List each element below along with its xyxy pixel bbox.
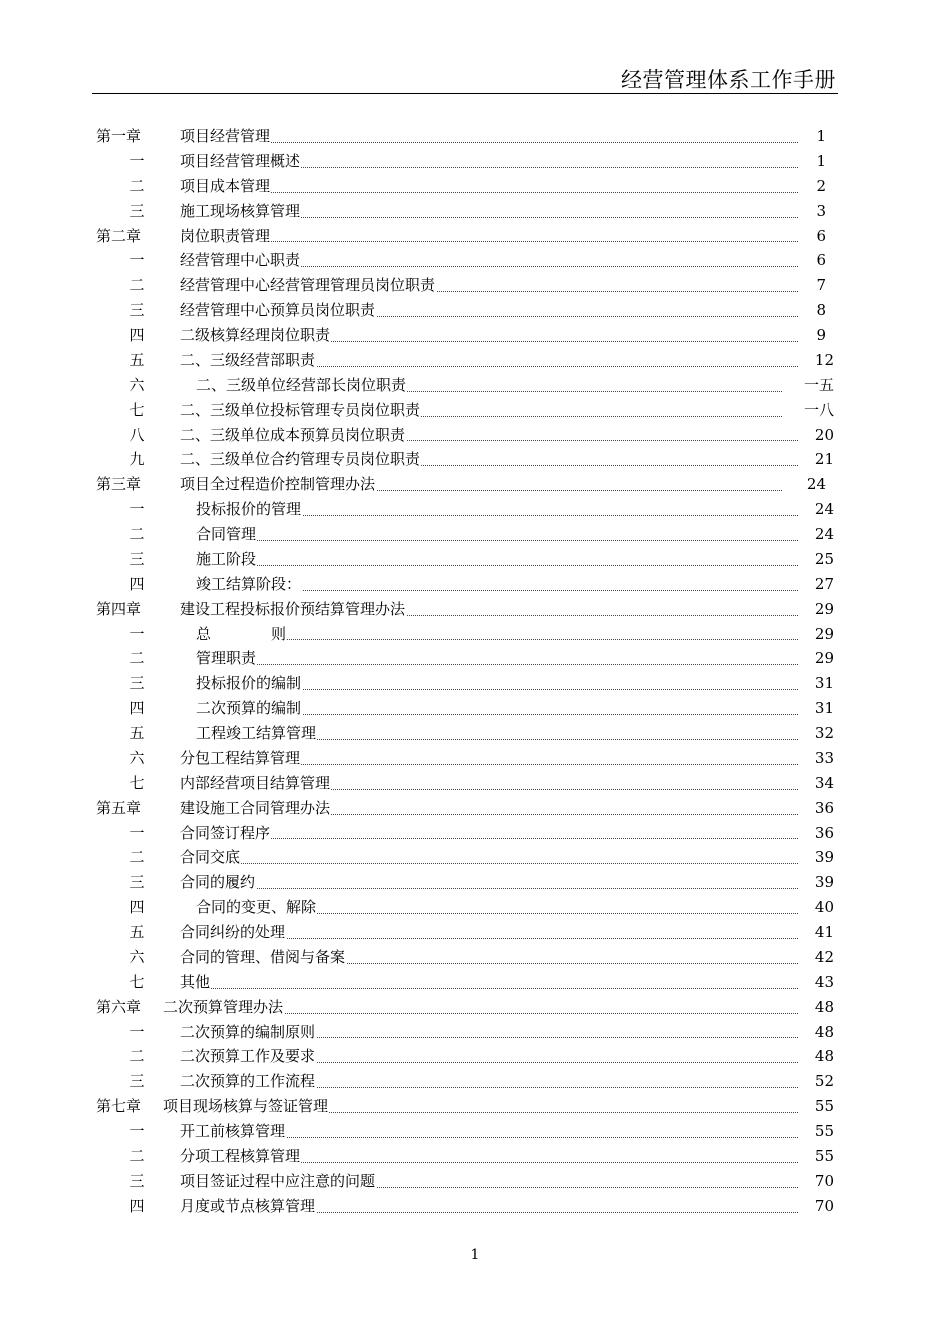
toc-entry[interactable] — [0, 149, 950, 174]
toc-entry-title: 施工阶段 — [196, 549, 257, 568]
toc-page-number: 39 — [814, 873, 834, 892]
toc-entry-title: 分包工程结算管理 — [180, 748, 301, 767]
toc-leader — [180, 796, 798, 821]
toc-leader — [180, 1169, 798, 1194]
toc-page-number: 2 — [816, 176, 826, 195]
toc-leader — [180, 447, 798, 472]
toc-section-number: 四 — [129, 699, 145, 718]
toc-page-number: 1 — [816, 151, 826, 170]
toc-entry-title: 建设工程投标报价预结算管理办法 — [180, 599, 406, 618]
toc-leader — [180, 224, 798, 249]
toc-page-number: 6 — [816, 251, 826, 270]
toc-chapter-number: 第三章 — [96, 475, 142, 494]
toc-leader — [180, 746, 798, 771]
toc-page-number: 36 — [814, 798, 834, 817]
toc-entry[interactable] — [0, 646, 950, 671]
toc-section-number: 一 — [129, 251, 145, 270]
toc-section-number: 二 — [129, 1047, 145, 1066]
toc-page-number: 36 — [814, 823, 834, 842]
toc-entry-title: 二次预算管理办法 — [163, 997, 284, 1016]
toc-page-number: 42 — [814, 947, 834, 966]
toc-leader — [180, 1044, 798, 1069]
toc-page-number: 43 — [814, 972, 834, 991]
toc-leader — [196, 622, 798, 647]
toc-section-number: 五 — [129, 350, 145, 369]
toc-leader — [180, 945, 798, 970]
toc-leader — [180, 845, 798, 870]
toc-entry[interactable] — [0, 821, 950, 846]
toc-section-number: 一 — [129, 1122, 145, 1140]
toc-entry-title: 投标报价的管理 — [196, 500, 302, 519]
toc-leader — [180, 174, 798, 199]
toc-section-number: 六 — [129, 947, 145, 966]
toc-entry-title: 月度或节点核算管理 — [180, 1196, 316, 1215]
toc-leader — [196, 671, 798, 696]
toc-leader — [196, 696, 798, 721]
toc-entry[interactable] — [0, 622, 950, 647]
toc-section-number: 三 — [129, 1072, 145, 1091]
toc-section-number: 三 — [129, 301, 145, 320]
toc-page-number: 29 — [814, 649, 834, 668]
toc-leader — [180, 771, 798, 796]
toc-entry-title: 竣工结算阶段： — [196, 574, 302, 593]
toc-entry[interactable] — [0, 870, 950, 895]
toc-entry-title: 二次预算工作及要求 — [180, 1047, 316, 1066]
toc-leader — [180, 870, 798, 895]
toc-entry[interactable] — [0, 298, 950, 323]
toc-entry[interactable] — [0, 497, 950, 522]
toc-leader — [180, 149, 798, 174]
toc-leader — [180, 423, 798, 448]
toc-entry[interactable] — [0, 348, 950, 373]
toc-page-number: 27 — [814, 574, 834, 593]
toc-section-number: 四 — [129, 1196, 145, 1215]
toc-entry-title: 项目现场核算与签证管理 — [163, 1097, 329, 1116]
toc-page-number: 29 — [814, 599, 834, 618]
toc-entry-title: 项目全过程造价控制管理办法 — [180, 475, 376, 494]
toc-entry-title: 合同管理 — [196, 525, 257, 543]
toc-entry[interactable] — [0, 771, 950, 796]
toc-section-number: 六 — [129, 748, 145, 767]
toc-entry-title: 合同纠纷的处理 — [180, 923, 286, 941]
toc-page-number: 一五 — [803, 375, 834, 394]
toc-leader — [196, 572, 798, 597]
toc-section-number: 四 — [129, 898, 145, 917]
toc-section-number: 六 — [129, 375, 145, 394]
toc-entry[interactable] — [0, 1020, 950, 1045]
toc-leader — [180, 472, 782, 497]
toc-entry-title: 其他 — [180, 972, 211, 991]
toc-section-number: 七 — [129, 400, 145, 419]
toc-section-number: 一 — [129, 151, 145, 170]
toc-leader — [196, 522, 798, 547]
toc-entry-title: 合同签订程序 — [180, 823, 271, 842]
toc-entry-title: 开工前核算管理 — [180, 1122, 286, 1140]
toc-leader — [180, 398, 782, 423]
toc-entry[interactable] — [0, 671, 950, 696]
toc-entry-title: 合同的管理、借阅与备案 — [180, 947, 346, 966]
toc-entry[interactable] — [0, 721, 950, 746]
toc-entry[interactable] — [0, 124, 950, 149]
toc-entry-title: 二、三级单位成本预算员岗位职责 — [180, 425, 406, 444]
table-of-contents — [0, 124, 950, 1219]
toc-section-number: 四 — [129, 326, 145, 344]
toc-entry[interactable] — [0, 373, 950, 398]
toc-page-number: 55 — [814, 1097, 834, 1116]
toc-page-number: 24 — [814, 525, 834, 543]
toc-page-number: 70 — [814, 1196, 834, 1215]
toc-page-number: 29 — [814, 624, 834, 643]
toc-page-number: 70 — [814, 1171, 834, 1190]
toc-entry[interactable] — [0, 472, 950, 497]
toc-entry-title: 项目签证过程中应注意的问题 — [180, 1171, 376, 1190]
toc-page-number: 9 — [816, 326, 826, 344]
toc-section-number: 三 — [129, 549, 145, 568]
toc-chapter-number: 第五章 — [96, 798, 142, 817]
toc-section-number: 二 — [129, 1146, 145, 1165]
toc-section-number: 三 — [129, 674, 145, 693]
toc-entry-title: 项目经营管理概述 — [180, 151, 301, 170]
toc-section-number: 二 — [129, 649, 145, 668]
toc-section-number: 二 — [129, 848, 145, 867]
toc-entry-title: 二次预算的编制 — [196, 699, 302, 718]
toc-entry[interactable] — [0, 273, 950, 298]
toc-entry-title: 经营管理中心职责 — [180, 251, 301, 270]
toc-entry[interactable] — [0, 323, 950, 348]
toc-page-number: 一八 — [803, 400, 834, 419]
toc-leader — [180, 970, 798, 995]
toc-entry[interactable] — [0, 248, 950, 273]
toc-section-number: 五 — [129, 923, 145, 941]
toc-leader — [180, 597, 798, 622]
toc-entry[interactable] — [0, 1119, 950, 1144]
toc-leader — [180, 1020, 798, 1045]
toc-chapter-number: 第六章 — [96, 997, 142, 1016]
toc-entry[interactable] — [0, 945, 950, 970]
toc-entry-title: 经营管理中心经营管理管理员岗位职责 — [180, 276, 436, 295]
toc-page-number: 52 — [814, 1072, 834, 1091]
toc-entry-title: 分项工程核算管理 — [180, 1146, 301, 1165]
toc-leader — [163, 1094, 798, 1119]
toc-leader — [180, 298, 798, 323]
toc-entry-title: 岗位职责管理 — [180, 226, 271, 245]
toc-entry[interactable] — [0, 696, 950, 721]
toc-page-number: 25 — [814, 549, 834, 568]
toc-entry[interactable] — [0, 1194, 950, 1219]
toc-page-number: 39 — [814, 848, 834, 867]
toc-entry-title: 二次预算的编制原则 — [180, 1022, 316, 1041]
toc-entry-title: 项目经营管理 — [180, 127, 271, 145]
toc-entry[interactable] — [0, 174, 950, 199]
toc-page-number: 6 — [816, 226, 826, 245]
toc-leader — [180, 821, 798, 846]
toc-leader — [180, 323, 798, 348]
toc-section-number: 八 — [129, 425, 145, 444]
toc-page-number: 41 — [814, 923, 834, 941]
toc-section-number: 三 — [129, 873, 145, 892]
toc-entry[interactable] — [0, 970, 950, 995]
toc-entry-title: 项目成本管理 — [180, 176, 271, 195]
toc-section-number: 一 — [129, 624, 145, 643]
toc-entry-title: 工程竣工结算管理 — [196, 724, 317, 742]
toc-section-number: 三 — [129, 1171, 145, 1190]
toc-entry[interactable] — [0, 796, 950, 821]
toc-entry[interactable] — [0, 597, 950, 622]
toc-section-number: 七 — [129, 972, 145, 991]
toc-entry[interactable] — [0, 920, 950, 945]
toc-leader — [180, 1119, 798, 1144]
toc-section-number: 四 — [129, 574, 145, 593]
toc-entry-title: 二、三级单位经营部长岗位职责 — [196, 375, 407, 394]
toc-entry[interactable] — [0, 1169, 950, 1194]
toc-entry[interactable] — [0, 995, 950, 1020]
toc-leader — [180, 273, 798, 298]
toc-entry[interactable] — [0, 746, 950, 771]
toc-page-number: 40 — [814, 898, 834, 917]
toc-page-number: 31 — [814, 674, 834, 693]
toc-entry-title: 总 则 — [196, 624, 287, 643]
toc-section-number: 一 — [129, 1022, 145, 1041]
toc-section-number: 二 — [129, 525, 145, 543]
toc-page-number: 20 — [814, 425, 834, 444]
toc-page-number: 7 — [816, 276, 826, 295]
toc-entry[interactable] — [0, 1069, 950, 1094]
toc-page-number: 1 — [816, 127, 826, 145]
toc-page-number: 21 — [814, 450, 834, 469]
toc-entry[interactable] — [0, 199, 950, 224]
toc-entry[interactable] — [0, 522, 950, 547]
toc-page-number: 8 — [816, 301, 826, 320]
toc-leader — [180, 1144, 798, 1169]
toc-leader — [196, 895, 798, 920]
toc-leader — [180, 199, 798, 224]
toc-leader — [180, 1069, 798, 1094]
toc-entry-title: 二、三级单位投标管理专员岗位职责 — [180, 400, 421, 419]
toc-entry-title: 内部经营项目结算管理 — [180, 773, 331, 792]
toc-chapter-number: 第一章 — [96, 127, 142, 145]
toc-entry[interactable] — [0, 1044, 950, 1069]
toc-section-number: 一 — [129, 500, 145, 519]
toc-page-number: 55 — [814, 1146, 834, 1165]
toc-section-number: 二 — [129, 176, 145, 195]
toc-page-number: 3 — [816, 201, 826, 220]
toc-page-number: 48 — [814, 1047, 834, 1066]
toc-entry-title: 合同的履约 — [180, 873, 256, 892]
toc-entry-title: 二、三级单位合约管理专员岗位职责 — [180, 450, 421, 469]
toc-page-number: 48 — [814, 1022, 834, 1041]
toc-section-number: 五 — [129, 724, 145, 742]
toc-page-number: 33 — [814, 748, 834, 767]
running-header — [92, 62, 838, 94]
toc-section-number: 二 — [129, 276, 145, 295]
toc-entry[interactable] — [0, 547, 950, 572]
toc-leader — [196, 721, 798, 746]
toc-entry-title: 经营管理中心预算员岗位职责 — [180, 301, 376, 320]
toc-entry[interactable] — [0, 1094, 950, 1119]
toc-leader — [196, 497, 798, 522]
toc-entry-title: 合同交底 — [180, 848, 241, 867]
toc-leader — [163, 995, 798, 1020]
toc-page-number: 34 — [814, 773, 834, 792]
toc-leader — [196, 646, 798, 671]
toc-entry-title: 合同的变更、解除 — [196, 898, 317, 917]
toc-page-number: 12 — [814, 350, 834, 369]
page-number: 1 — [470, 1247, 480, 1263]
toc-section-number: 三 — [129, 201, 145, 220]
toc-entry[interactable] — [0, 572, 950, 597]
document-title: 经营管理体系工作手册 — [621, 68, 836, 92]
toc-leader — [180, 124, 798, 149]
toc-page-number: 24 — [814, 500, 834, 519]
toc-chapter-number: 第四章 — [96, 599, 142, 618]
toc-entry-title: 二级核算经理岗位职责 — [180, 326, 331, 344]
toc-entry[interactable] — [0, 224, 950, 249]
toc-leader — [180, 920, 798, 945]
toc-section-number: 七 — [129, 773, 145, 792]
toc-chapter-number: 第七章 — [96, 1097, 142, 1116]
toc-leader — [180, 348, 798, 373]
toc-chapter-number: 第二章 — [96, 226, 142, 245]
toc-entry[interactable] — [0, 423, 950, 448]
toc-entry-title: 管理职责 — [196, 649, 257, 668]
toc-entry-title: 施工现场核算管理 — [180, 201, 301, 220]
toc-entry[interactable] — [0, 398, 950, 423]
toc-section-number: 一 — [129, 823, 145, 842]
toc-section-number: 九 — [129, 450, 145, 469]
toc-entry-title: 投标报价的编制 — [196, 674, 302, 693]
toc-entry[interactable] — [0, 845, 950, 870]
toc-leader — [196, 547, 798, 572]
toc-page-number: 31 — [814, 699, 834, 718]
toc-page-number: 48 — [814, 997, 834, 1016]
toc-page-number: 24 — [806, 475, 826, 494]
toc-entry-title: 建设施工合同管理办法 — [180, 798, 331, 817]
toc-entry[interactable] — [0, 447, 950, 472]
toc-leader — [180, 1194, 798, 1219]
toc-page-number: 32 — [814, 724, 834, 742]
toc-entry[interactable] — [0, 1144, 950, 1169]
toc-leader — [196, 373, 782, 398]
toc-entry-title: 二、三级经营部职责 — [180, 350, 316, 369]
toc-page-number: 55 — [814, 1122, 834, 1140]
toc-leader — [180, 248, 798, 273]
toc-entry[interactable] — [0, 895, 950, 920]
toc-entry-title: 二次预算的工作流程 — [180, 1072, 316, 1091]
